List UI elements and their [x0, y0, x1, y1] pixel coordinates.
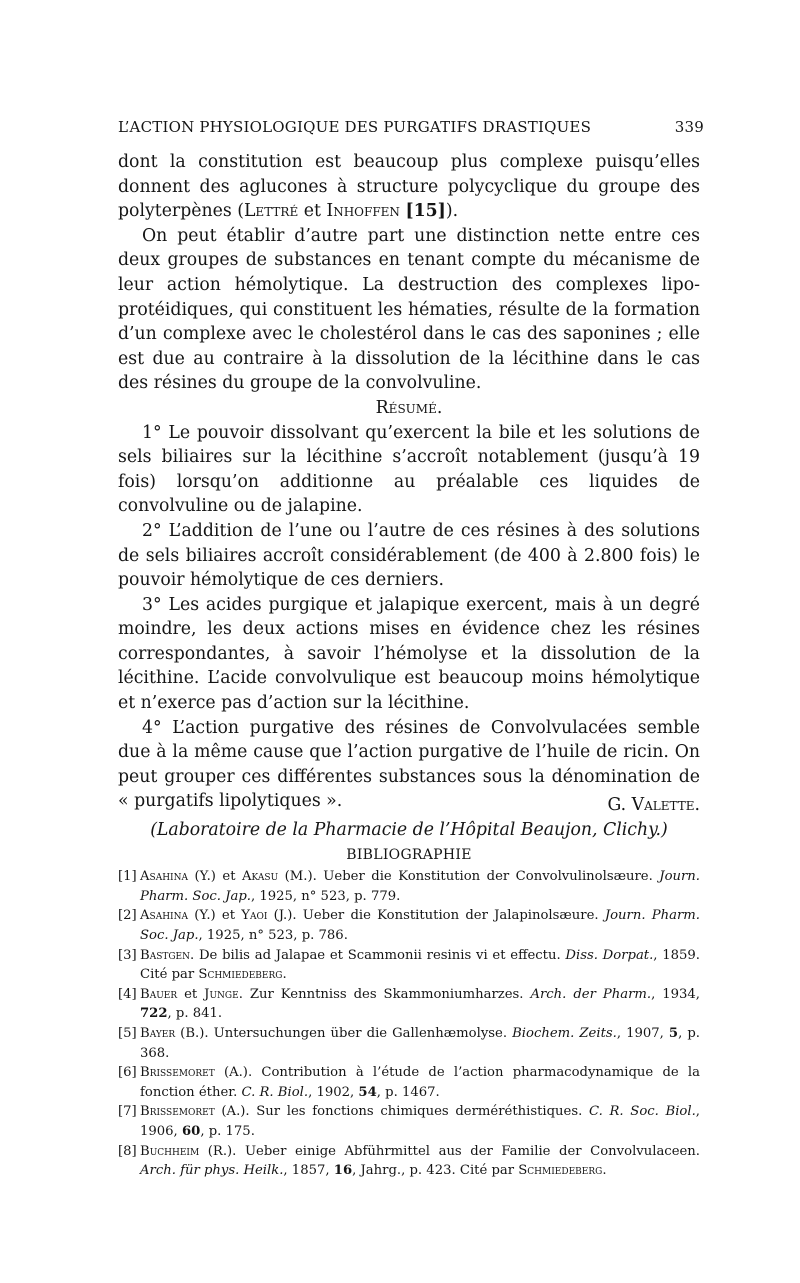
reference-journal: C. R. Soc. Biol. [589, 1104, 696, 1120]
reference-text: . [602, 1163, 607, 1179]
reference-number: [2] [118, 908, 137, 924]
reference-author: Junge [204, 986, 239, 1002]
reference-item [118, 1142, 700, 1181]
reference-author: Bauer [140, 986, 178, 1002]
reference-text: (R.). Ueber einige Abführmittel aus der Familie der Convolvulaceen. [199, 1143, 700, 1159]
reference-text: (M.). Ueber die Konstitution der Convolvulinolsæure. [278, 869, 660, 885]
reference-item [118, 946, 700, 985]
reference-text: . Zur Kenntniss des Skammoniumharzes. [238, 986, 531, 1002]
reference-text: (Y.) et [187, 908, 242, 924]
reference-author: Brissemoret [140, 1065, 215, 1081]
paragraph-end: ). [445, 201, 459, 222]
reference-text: . [282, 967, 287, 983]
article-body [118, 150, 700, 1181]
reference-item [118, 1063, 700, 1102]
reference-author: Akasu [242, 869, 279, 885]
reference-text: , 1925, n° 523, p. 779. [250, 888, 401, 904]
reference-text: , Jahrg., p. 423. Cité par [352, 1163, 519, 1179]
reference-text: et [177, 986, 205, 1002]
resume-heading: Résumé. [375, 397, 443, 418]
reference-journal: Journ. Pharm. Soc. Jap. [140, 908, 700, 943]
reference-item [118, 906, 700, 945]
resume-point-3: 3° Les acides purgique et jalapique exercent, mais à un degré moindre, les deux actions mises en évidence chez les résines correspondantes, à savoir l’hémolyse et la dissolution de la lécithine. L’acide convolvulique est beaucoup moins hémolytique et n’exerce pas d’action sur la lécithine. [118, 594, 700, 714]
author-name: Lettré [243, 201, 299, 222]
reference-text: (J.). Ueber die Konstitution der Jalapinolsæure. [267, 908, 605, 924]
reference-number: [3] [118, 947, 137, 963]
running-header [118, 118, 704, 136]
resume-point-1: 1° Le pouvoir dissolvant qu’exercent la bile et les solutions de sels biliaires sur la lécithine s’accroît notablement (jusqu’à 19 fois) lorsqu’on additionne au préalable ces liquides de convolvuline ou de jalapine. [118, 422, 700, 517]
reference-author: Asahina [140, 869, 188, 885]
reference-volume: 722 [140, 1006, 168, 1022]
paragraph-hemolysis: On peut établir d’autre part une distinction nette entre ces deux groupes de substances en tenant compte du mécanisme de leur action hémolytique. La destruction des complexes lipo-protéidiques, qui constituent les hématies, résulte de la formation d’un complexe avec le cholestérol dans le cas des saponines ; elle est due au contraire à la dissolution de la lécithine dans le cas des résines du groupe de la convolvuline. [118, 225, 700, 394]
reference-author: Schmiedeberg [198, 967, 283, 983]
bibliography-heading: BIBLIOGRAPHIE [346, 846, 472, 863]
reference-number: [7] [118, 1104, 137, 1120]
reference-text: , p. 175. [200, 1123, 255, 1139]
reference-number: [1] [118, 869, 137, 885]
reference-text: (A.). Sur les fonctions chimiques derméréthistiques. [214, 1104, 589, 1120]
reference-item [118, 1102, 700, 1141]
conjunction: et [298, 201, 327, 222]
reference-volume: 5 [668, 1025, 679, 1041]
reference-author: Bayer [140, 1025, 176, 1041]
author-name: Inhoffen [326, 201, 400, 222]
resume-point-4-text: 4° L’action purgative des résines de Convolvulacées semble due à la même cause que l’action purgative de l’huile de ricin. On peut grouper ces différentes substances sous la dénomination de « purgatifs lipolytiques ». [118, 717, 700, 812]
reference-number: [4] [118, 986, 137, 1002]
reference-text: , 1907, [616, 1025, 669, 1041]
resume-point-4 [118, 716, 700, 814]
resume-point-2: 2° L’addition de l’une ou l’autre de ces résines à des solutions de sels biliaires accroît considérablement (de 400 à 2.800 fois) le pouvoir hémolytique de ces derniers. [118, 520, 700, 591]
paragraph-continuation [118, 150, 700, 224]
author-signature: G. Valette. [607, 795, 700, 816]
reference-text: (B.). Untersuchungen über die Gallenhæmolyse. [175, 1025, 513, 1041]
laboratory-affiliation: (Laboratoire de la Pharmacie de l’Hôpital Beaujon, Clichy.) [150, 820, 668, 841]
reference-text: , 1925, n° 523, p. 786. [198, 928, 348, 943]
reference-author: Asahina [140, 908, 188, 924]
reference-journal: C. R. Biol. [241, 1084, 309, 1100]
reference-text: , p. 841. [167, 1006, 223, 1022]
reference-author: Schmiedeberg [518, 1163, 603, 1179]
reference-text: , 1902, [308, 1084, 359, 1100]
reference-text: , 1934, [651, 986, 700, 1002]
reference-text: , 1906, [140, 1104, 700, 1139]
reference-item [118, 985, 700, 1024]
reference-journal: Arch. für phys. Heilk. [140, 1163, 284, 1179]
reference-text: . De bilis ad Jalapae et Scammonii resinis vi et effectu. [190, 947, 566, 963]
reference-journal: Arch. der Pharm. [530, 986, 652, 1002]
reference-author: Yaoi [241, 908, 268, 924]
bibliography-list [118, 867, 700, 1181]
reference-journal: Diss. Dorpat. [565, 947, 654, 963]
reference-volume: 54 [358, 1084, 377, 1100]
reference-item [118, 867, 700, 906]
running-title: L’ACTION PHYSIOLOGIQUE DES PURGATIFS DRASTIQUES [118, 118, 592, 136]
reference-volume: 60 [181, 1123, 201, 1139]
paragraph-text: dont la constitution est beaucoup plus complexe puisqu’elles donnent des aglucones à structure polycyclique du groupe des polyterpènes ( [118, 152, 700, 222]
reference-volume: 16 [333, 1163, 353, 1179]
reference-text: (A.). Contribution à l’étude de l’action pharmacodynamique de la fonction éther. [140, 1065, 700, 1100]
reference-text: , p. 1467. [376, 1084, 440, 1100]
page-number: 339 [674, 118, 704, 136]
reference-number: [6] [118, 1065, 137, 1081]
reference-journal: Journ. Pharm. Soc. Jap. [140, 869, 700, 904]
citation-ref: [15] [405, 201, 446, 222]
reference-text: (Y.) et [187, 869, 243, 885]
reference-author: Buchheim [140, 1143, 200, 1159]
reference-number: [5] [118, 1025, 137, 1041]
reference-journal: Biochem. Zeits. [512, 1025, 617, 1041]
reference-item [118, 1024, 700, 1063]
reference-text: , 1859. Cité par [140, 947, 701, 983]
reference-number: [8] [118, 1143, 137, 1159]
reference-text: , p. 368. [140, 1025, 700, 1061]
reference-author: Brissemoret [140, 1104, 215, 1120]
reference-text: , 1857, [283, 1163, 334, 1179]
reference-author: Bastgen [140, 947, 190, 963]
